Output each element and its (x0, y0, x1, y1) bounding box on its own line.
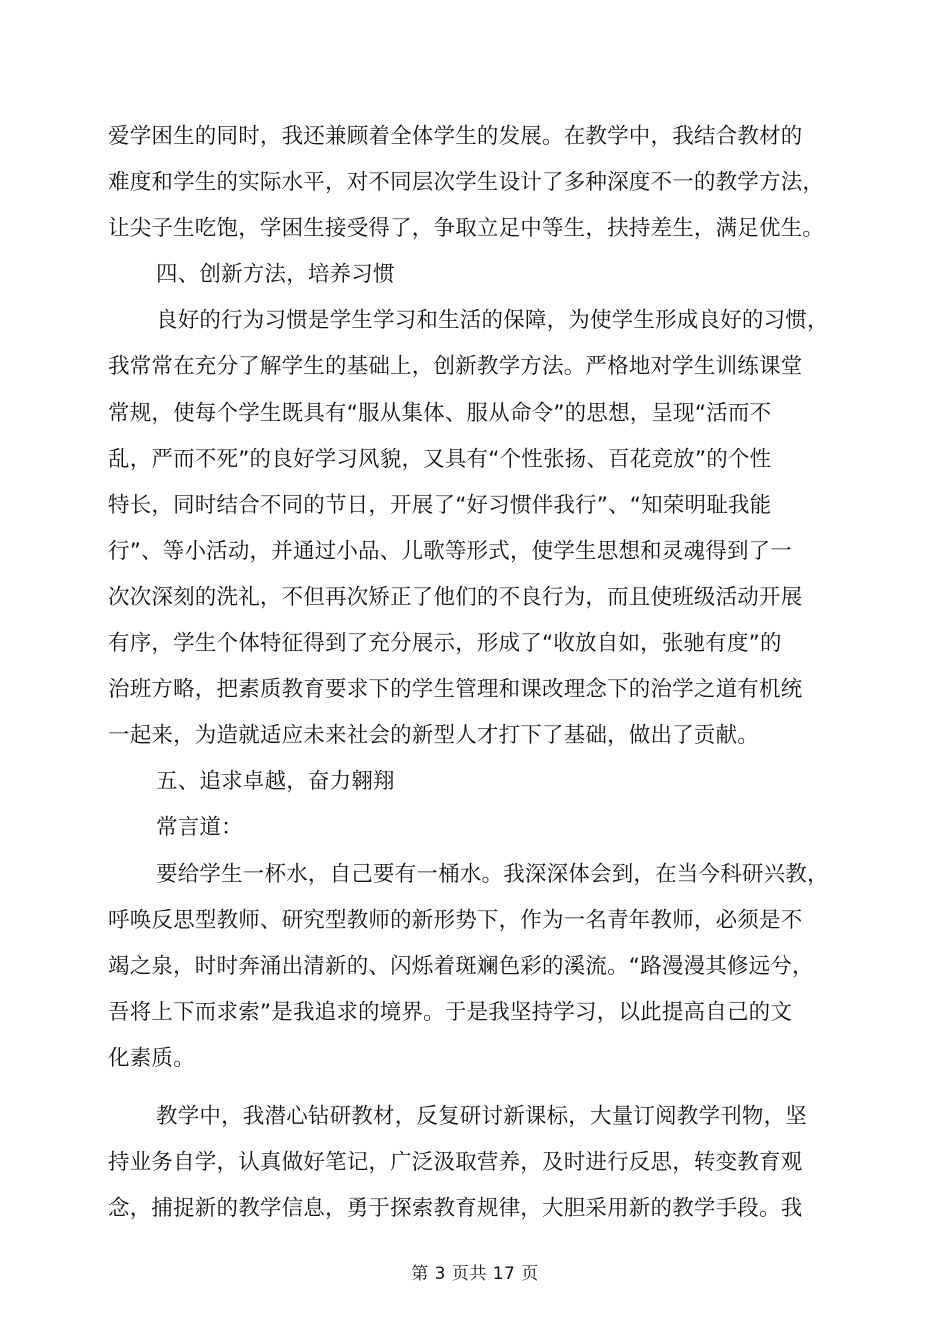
page-number-footer: 第 3 页共 17 页 (411, 1264, 539, 1284)
text-line: 治班方略，把素质教育要求下的学生管理和课改理念下的治学之道有机统 (108, 677, 803, 703)
text-line: 难度和学生的实际水平，对不同层次学生设计了多种深度不一的教学方法， (108, 170, 825, 196)
text-line: 特长，同时结合不同的节日，开展了“好习惯伴我行”、“知荣明耻我能 (108, 492, 772, 518)
text-line: 我常常在充分了解学生的基础上，创新教学方法。严格地对学生训练课堂 (108, 354, 803, 380)
text-line: 竭之泉，时时奔涌出清新的、闪烁着斑斓色彩的溪流。“路漫漫其修远兮， (108, 953, 814, 979)
section-heading: 四、创新方法，培养习惯 (156, 262, 395, 288)
text-line: 化素质。 (108, 1045, 195, 1071)
text-line: 念，捕捉新的教学信息，勇于探索教育规律，大胆采用新的教学手段。我 (108, 1196, 803, 1222)
text-line: 常言道： (156, 815, 243, 841)
text-line: 吾将上下而求索”是我追求的境界。于是我坚持学习，以此提高自己的文 (108, 999, 793, 1025)
text-line: 有序，学生个体特征得到了充分展示，形成了“收放自如，张驰有度”的 (108, 631, 782, 657)
document-body (108, 114, 848, 1232)
text-line: 持业务自学，认真做好笔记，广泛汲取营养，及时进行反思，转变教育观 (108, 1150, 803, 1176)
text-line: 教学中，我潜心钻研教材，反复研讨新课标，大量订阅教学刊物，坚 (156, 1103, 808, 1129)
text-line: 要给学生一杯水，自己要有一桶水。我深深体会到，在当今科研兴教， (156, 861, 829, 887)
text-line: 让尖子生吃饱，学困生接受得了，争取立足中等生，扶持差生，满足优生。 (108, 216, 825, 242)
text-line: 行”、等小活动，并通过小品、儿歌等形式，使学生思想和灵魂得到了一 (108, 538, 793, 564)
paragraph-gap (108, 1082, 848, 1094)
text-line: 常规，使每个学生既具有“服从集体、服从命令”的思想，呈现“活而不 (108, 400, 772, 426)
text-line: 一起来，为造就适应未来社会的新型人才打下了基础，做出了贡献。 (108, 723, 760, 749)
text-line: 呼唤反思型教师、研究型教师的新形势下，作为一名青年教师，必须是不 (108, 907, 803, 933)
text-line: 次次深刻的洗礼，不但再次矫正了他们的不良行为，而且使班级活动开展 (108, 584, 803, 610)
text-line: 爱学困生的同时，我还兼顾着全体学生的发展。在教学中，我结合教材的 (108, 124, 803, 149)
section-heading: 五、追求卓越，奋力翱翔 (156, 769, 395, 795)
text-line: 良好的行为习惯是学生学习和生活的保障，为使学生形成良好的习惯， (156, 308, 829, 334)
text-line: 乱，严而不死”的良好学习风貌，又具有“个性张扬、百花竞放”的个性 (108, 446, 772, 472)
